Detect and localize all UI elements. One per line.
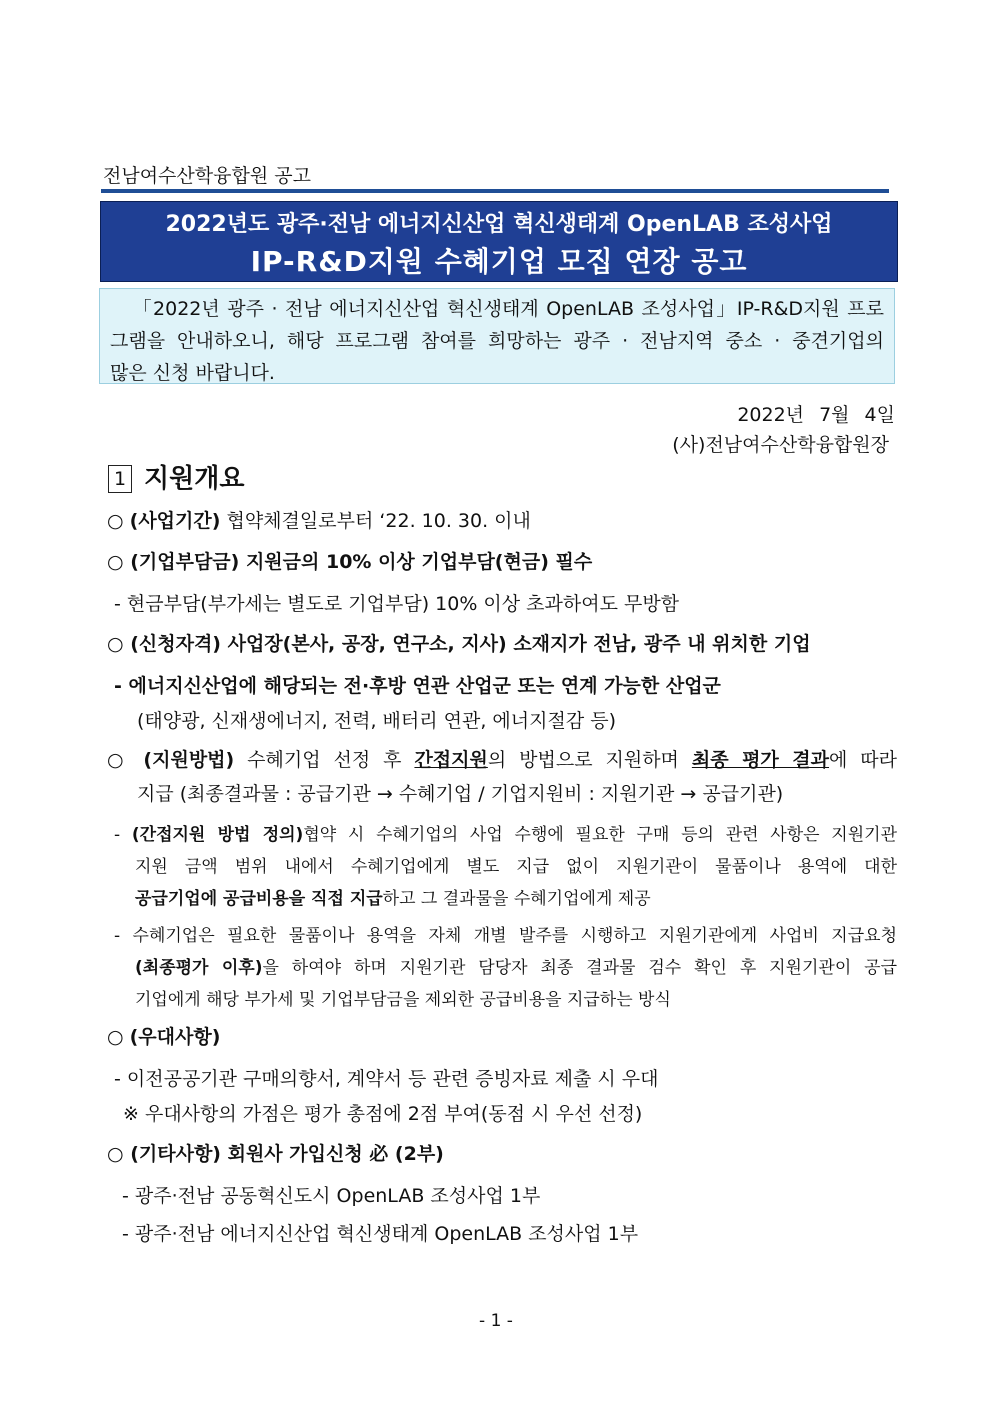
item-qualification: ○ (신청자격) 사업장(본사, 공장, 연구소, 지사) 소재지가 전남, 광주 내 위치한 기업 xyxy=(107,633,811,655)
item-etc: ○ (기타사항) 회원사 가입신청 必 (2부) xyxy=(107,1143,444,1165)
intro-line-2: 그램을 안내하오니, 해당 프로그램 참여를 희망하는 광주 · 전남지역 중소 · 중견기업의 xyxy=(110,330,884,352)
item-etc-sub-2: - 광주·전남 에너지신산업 혁신생태계 OpenLAB 조성사업 1부 xyxy=(122,1223,639,1245)
title-line-2: IP-R&D지원 수혜기업 모집 연장 공고 xyxy=(250,245,748,278)
item-method: ○ (지원방법) 수혜기업 선정 후 간접지원의 방법으로 지원하며 최종 평가 결과에 따라 xyxy=(107,749,898,771)
item-etc-sub-1: - 광주·전남 공동혁신도시 OpenLAB 조성사업 1부 xyxy=(122,1185,541,1207)
intro-line-1: 「2022년 광주 · 전남 에너지신산업 혁신생태계 OpenLAB 조성사업」IP-R&D지원 프로 xyxy=(132,298,884,320)
signer: (사)전남여수산학융합원장 xyxy=(672,434,889,456)
item-definition-line-2: 지원 금액 범위 내에서 수혜기업에게 별도 지급 없이 지원기관이 물품이나 용역에 대한 xyxy=(135,857,897,877)
item-preference: ○ (우대사항) xyxy=(107,1026,221,1048)
item-qualification-examples: (태양광, 신재생에너지, 전력, 배터리 연관, 에너지절감 등) xyxy=(137,710,617,732)
item-preference-sub: - 이전공공기관 구매의향서, 계약서 등 관련 증빙자료 제출 시 우대 xyxy=(114,1068,659,1090)
item-request-line-3: 기업에게 해당 부가세 및 기업부담금을 제외한 공급비용을 지급하는 방식 xyxy=(135,990,671,1010)
issuer-notice: 전남여수산학융합원 공고 xyxy=(103,165,311,187)
item-definition: - (간접지원 방법 정의)협약 시 수혜기업의 사업 수행에 필요한 구매 등의 관련 사항은 지원기관 xyxy=(114,825,897,845)
title-box xyxy=(100,201,898,282)
item-preference-note: ※ 우대사항의 가점은 평가 총점에 2점 부여(동점 시 우선 선정) xyxy=(123,1103,643,1125)
section-title: 지원개요 xyxy=(144,464,245,494)
announcement-date: 2022년 7월 4일 xyxy=(737,404,895,426)
item-burden: ○ (기업부담금) 지원금의 10% 이상 기업부담(현금) 필수 xyxy=(107,551,593,573)
intro-line-3: 많은 신청 바랍니다. xyxy=(110,362,275,384)
section-heading xyxy=(108,458,244,495)
header-rule xyxy=(101,189,889,193)
item-request-line-2: (최종평가 이후)을 하여야 하며 지원기관 담당자 최종 결과물 검수 확인 후 지원기관이 공급 xyxy=(135,958,897,978)
item-burden-sub: - 현금부담(부가세는 별도로 기업부담) 10% 이상 초과하여도 무방함 xyxy=(114,593,680,615)
section-number: 1 xyxy=(108,465,132,493)
item-method-line-2: 지급 (최종결과물 : 공급기관 → 수혜기업 / 기업지원비 : 지원기관 → 공급기관) xyxy=(137,783,784,805)
item-period: ○ (사업기간) 협약체결일로부터 ‘22. 10. 30. 이내 xyxy=(107,510,531,532)
intro-box xyxy=(99,288,895,384)
page-number: - 1 - xyxy=(479,1311,513,1331)
item-definition-line-3: 공급기업에 공급비용을 직접 지급하고 그 결과물을 수혜기업에게 제공 xyxy=(135,889,651,909)
item-request: - 수혜기업은 필요한 물품이나 용역을 자체 개별 발주를 시행하고 지원기관에게 사업비 지급요청 xyxy=(114,926,897,946)
title-line-1: 2022년도 광주·전남 에너지신산업 혁신생태계 OpenLAB 조성사업 xyxy=(165,212,833,237)
item-qualification-sub: - 에너지신산업에 해당되는 전·후방 연관 산업군 또는 연계 가능한 산업군 xyxy=(114,675,721,697)
